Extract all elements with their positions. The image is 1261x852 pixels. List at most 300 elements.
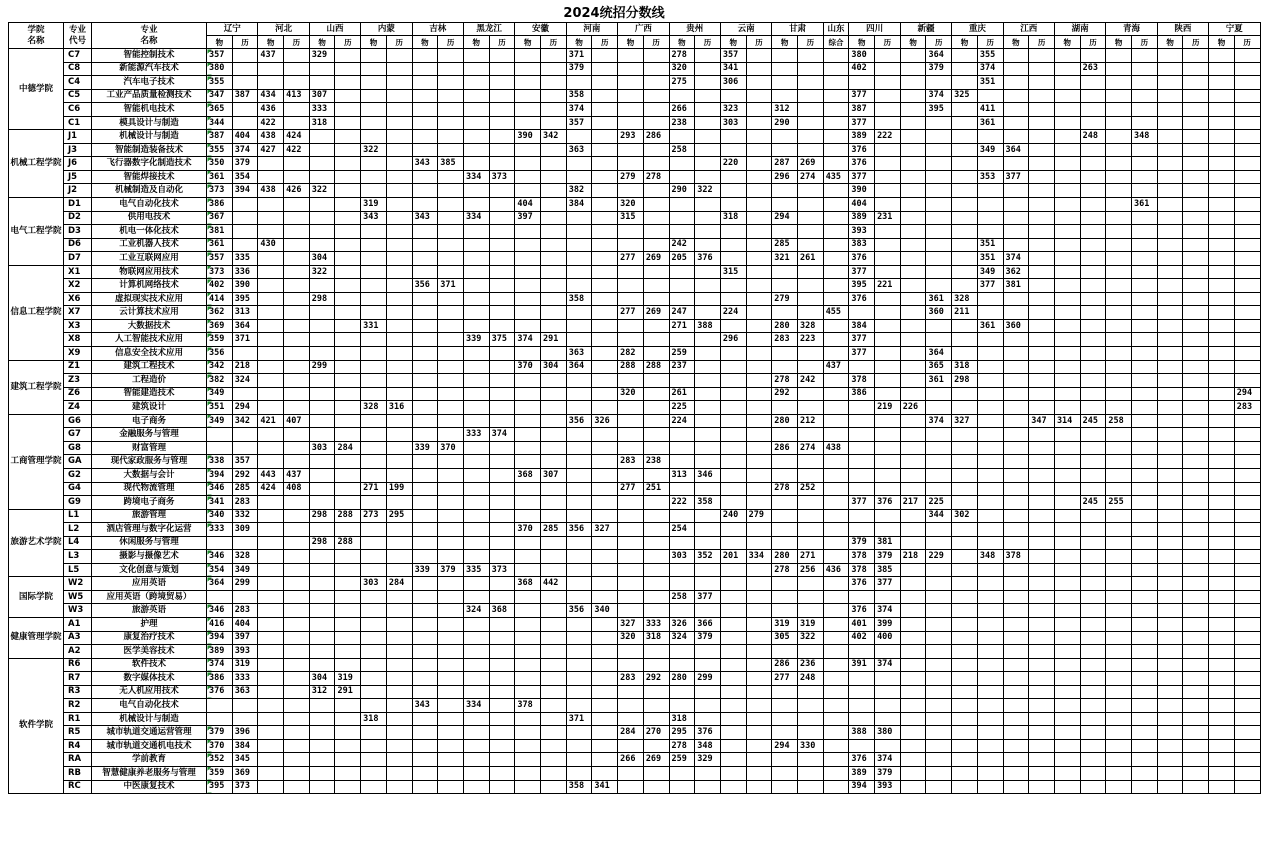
score-cell	[1080, 225, 1106, 239]
score-cell	[489, 739, 515, 753]
college-name: 建筑工程学院	[9, 360, 64, 414]
score-cell	[335, 496, 361, 510]
score-cell: 269	[797, 157, 823, 171]
major-name: 医学美容技术	[92, 645, 207, 659]
score-cell: 324	[669, 631, 695, 645]
score-cell	[1157, 658, 1183, 672]
score-cell: 404	[849, 198, 875, 212]
header-hist: 历	[695, 36, 721, 49]
header-hist: 历	[1183, 36, 1209, 49]
score-cell	[412, 496, 438, 510]
score-cell	[1234, 496, 1260, 510]
score-cell	[720, 658, 746, 672]
score-cell	[720, 319, 746, 333]
score-cell	[1183, 347, 1209, 361]
score-cell: 333	[309, 103, 335, 117]
score-cell: 261	[669, 387, 695, 401]
score-cell	[1132, 306, 1158, 320]
score-cell	[772, 496, 798, 510]
score-cell	[952, 157, 978, 171]
score-cell	[515, 143, 541, 157]
score-cell	[977, 130, 1003, 144]
score-cell: 362	[1003, 265, 1029, 279]
score-cell	[669, 279, 695, 293]
score-cell	[1209, 374, 1235, 388]
score-cell	[1183, 780, 1209, 794]
score-cell	[463, 617, 489, 631]
score-cell	[720, 292, 746, 306]
header-phys: 物	[1054, 36, 1080, 49]
score-cell	[489, 631, 515, 645]
score-cell: 373	[207, 184, 233, 198]
score-cell: 380	[207, 62, 233, 76]
table-row	[9, 103, 1261, 117]
score-cell	[1209, 76, 1235, 90]
score-cell	[1029, 238, 1055, 252]
score-cell	[361, 455, 387, 469]
score-cell	[695, 347, 721, 361]
score-cell	[1029, 468, 1055, 482]
table-row	[9, 577, 1261, 591]
header-row-provinces	[9, 23, 1261, 36]
score-cell	[746, 265, 772, 279]
score-cell	[489, 536, 515, 550]
score-cell: 352	[695, 550, 721, 564]
score-cell	[1054, 89, 1080, 103]
score-cell: 360	[926, 306, 952, 320]
score-cell	[1054, 157, 1080, 171]
score-cell	[977, 590, 1003, 604]
score-cell	[695, 604, 721, 618]
table-row	[9, 157, 1261, 171]
score-cell	[695, 766, 721, 780]
score-cell	[284, 699, 310, 713]
major-code: J3	[64, 143, 92, 157]
score-cell	[1183, 170, 1209, 184]
score-cell: 319	[335, 672, 361, 686]
score-cell	[1080, 441, 1106, 455]
score-cell	[849, 685, 875, 699]
score-cell	[566, 658, 592, 672]
score-cell	[720, 279, 746, 293]
score-cell	[541, 265, 567, 279]
score-cell	[695, 76, 721, 90]
score-cell	[463, 753, 489, 767]
score-cell	[412, 590, 438, 604]
score-cell	[900, 157, 926, 171]
score-cell	[284, 455, 310, 469]
score-cell: 427	[258, 143, 284, 157]
score-cell	[258, 712, 284, 726]
score-cell	[592, 482, 618, 496]
score-cell	[1080, 374, 1106, 388]
score-cell: 390	[515, 130, 541, 144]
score-cell	[541, 699, 567, 713]
score-cell: 218	[232, 360, 258, 374]
major-code: W2	[64, 577, 92, 591]
score-cell	[309, 753, 335, 767]
score-cell	[746, 76, 772, 90]
score-cell: 294	[772, 739, 798, 753]
score-cell: 350	[207, 157, 233, 171]
score-cell	[977, 455, 1003, 469]
score-cell	[515, 157, 541, 171]
score-cell	[1054, 685, 1080, 699]
score-cell	[797, 116, 823, 130]
table-row	[9, 184, 1261, 198]
score-cell	[515, 252, 541, 266]
score-cell	[900, 780, 926, 794]
header-province: 新疆	[900, 23, 951, 36]
score-cell	[1234, 604, 1260, 618]
score-cell	[643, 143, 669, 157]
score-cell: 374	[875, 753, 901, 767]
score-cell	[720, 563, 746, 577]
score-cell	[1003, 780, 1029, 794]
score-cell	[284, 347, 310, 361]
score-cell	[1209, 198, 1235, 212]
score-cell	[258, 387, 284, 401]
score-cell	[643, 509, 669, 523]
score-cell: 284	[335, 441, 361, 455]
score-cell	[386, 238, 412, 252]
score-cell	[977, 374, 1003, 388]
score-cell	[489, 238, 515, 252]
score-cell	[463, 306, 489, 320]
score-cell	[207, 590, 233, 604]
score-cell	[1234, 211, 1260, 225]
score-cell	[1132, 252, 1158, 266]
score-cell	[284, 252, 310, 266]
score-cell	[823, 699, 849, 713]
score-cell	[1029, 590, 1055, 604]
score-cell	[977, 739, 1003, 753]
score-cell	[335, 116, 361, 130]
table-row	[9, 360, 1261, 374]
score-cell	[412, 143, 438, 157]
score-cell	[386, 604, 412, 618]
score-cell	[386, 76, 412, 90]
score-cell	[592, 672, 618, 686]
table-row	[9, 143, 1261, 157]
score-cell	[515, 279, 541, 293]
score-cell: 304	[309, 252, 335, 266]
score-cell	[438, 496, 464, 510]
score-cell: 421	[258, 414, 284, 428]
score-cell	[541, 252, 567, 266]
score-cell	[1209, 766, 1235, 780]
score-cell	[335, 455, 361, 469]
score-cell: 443	[258, 468, 284, 482]
score-cell	[926, 766, 952, 780]
score-cell	[772, 753, 798, 767]
score-cell	[643, 577, 669, 591]
score-cell	[463, 780, 489, 794]
score-cell	[566, 577, 592, 591]
major-code: L5	[64, 563, 92, 577]
score-cell	[1234, 685, 1260, 699]
score-cell	[1054, 658, 1080, 672]
score-cell	[258, 604, 284, 618]
score-cell	[515, 49, 541, 63]
score-cell	[900, 143, 926, 157]
score-cell	[1183, 116, 1209, 130]
score-cell	[1183, 211, 1209, 225]
score-cell	[566, 76, 592, 90]
score-cell	[592, 577, 618, 591]
score-cell	[1106, 49, 1132, 63]
score-cell	[361, 550, 387, 564]
score-cell: 373	[207, 265, 233, 279]
score-cell	[1209, 455, 1235, 469]
score-cell: 365	[926, 360, 952, 374]
score-cell	[695, 157, 721, 171]
score-cell	[849, 414, 875, 428]
score-cell: 397	[232, 631, 258, 645]
score-cell	[695, 62, 721, 76]
score-cell: 436	[823, 563, 849, 577]
score-cell	[1183, 360, 1209, 374]
score-cell: 288	[643, 360, 669, 374]
score-cell	[541, 116, 567, 130]
score-cell	[1080, 116, 1106, 130]
major-name: 现代家政服务与管理	[92, 455, 207, 469]
score-sheet	[8, 6, 1253, 794]
score-cell: 387	[849, 103, 875, 117]
score-cell	[412, 76, 438, 90]
score-cell	[1183, 89, 1209, 103]
score-cell	[797, 265, 823, 279]
score-cell	[592, 306, 618, 320]
major-code: R7	[64, 672, 92, 686]
score-cell	[463, 347, 489, 361]
score-cell: 279	[618, 170, 644, 184]
score-cell	[258, 401, 284, 415]
score-cell	[1029, 672, 1055, 686]
score-cell: 298	[309, 536, 335, 550]
score-cell	[1003, 590, 1029, 604]
score-cell	[1003, 523, 1029, 537]
score-cell	[1054, 130, 1080, 144]
score-cell	[515, 658, 541, 672]
score-cell	[1209, 387, 1235, 401]
score-cell	[669, 170, 695, 184]
score-cell: 356	[566, 414, 592, 428]
score-cell: 402	[207, 279, 233, 293]
score-cell	[746, 441, 772, 455]
score-cell	[952, 401, 978, 415]
score-cell	[797, 387, 823, 401]
header-phys: 物	[669, 36, 695, 49]
score-cell	[746, 699, 772, 713]
score-cell	[1157, 441, 1183, 455]
score-cell	[232, 387, 258, 401]
score-cell	[207, 428, 233, 442]
score-cell: 274	[797, 170, 823, 184]
score-cell	[258, 76, 284, 90]
score-cell	[592, 631, 618, 645]
score-cell	[463, 319, 489, 333]
score-cell	[1157, 170, 1183, 184]
score-cell	[720, 198, 746, 212]
score-cell	[1054, 604, 1080, 618]
score-cell	[643, 238, 669, 252]
score-cell	[489, 712, 515, 726]
score-cell	[1132, 49, 1158, 63]
score-cell	[1209, 631, 1235, 645]
score-cell	[669, 211, 695, 225]
score-cell	[438, 414, 464, 428]
score-cell	[284, 103, 310, 117]
score-cell	[926, 726, 952, 740]
score-cell	[1054, 103, 1080, 117]
score-cell: 280	[669, 672, 695, 686]
score-cell	[386, 536, 412, 550]
major-code: R2	[64, 699, 92, 713]
score-cell: 377	[849, 496, 875, 510]
score-cell: 411	[977, 103, 1003, 117]
score-cell: 360	[1003, 319, 1029, 333]
score-cell: 242	[669, 238, 695, 252]
score-cell	[746, 780, 772, 794]
major-code: Z6	[64, 387, 92, 401]
score-cell	[489, 292, 515, 306]
score-cell	[823, 49, 849, 63]
score-cell	[695, 265, 721, 279]
score-cell	[463, 645, 489, 659]
score-cell	[1003, 198, 1029, 212]
score-cell	[875, 62, 901, 76]
score-cell	[1080, 157, 1106, 171]
score-cell	[412, 753, 438, 767]
score-cell: 248	[1080, 130, 1106, 144]
score-cell	[284, 306, 310, 320]
score-cell	[823, 536, 849, 550]
score-cell	[772, 509, 798, 523]
score-cell	[541, 455, 567, 469]
score-cell	[669, 604, 695, 618]
table-row	[9, 645, 1261, 659]
header-hist: 历	[1080, 36, 1106, 49]
score-cell	[1209, 468, 1235, 482]
score-cell: 393	[849, 225, 875, 239]
score-cell	[977, 536, 1003, 550]
score-cell	[463, 577, 489, 591]
score-cell	[746, 590, 772, 604]
score-cell	[284, 157, 310, 171]
score-cell	[669, 563, 695, 577]
score-cell: 357	[720, 49, 746, 63]
score-cell	[438, 468, 464, 482]
score-cell	[746, 414, 772, 428]
score-cell	[1054, 292, 1080, 306]
score-cell	[823, 157, 849, 171]
score-cell	[309, 631, 335, 645]
score-cell	[386, 157, 412, 171]
score-cell: 380	[849, 49, 875, 63]
score-cell: 269	[643, 753, 669, 767]
score-cell	[952, 699, 978, 713]
score-cell	[309, 455, 335, 469]
score-cell	[1183, 617, 1209, 631]
score-cell	[746, 401, 772, 415]
score-cell	[386, 685, 412, 699]
score-cell	[412, 685, 438, 699]
score-cell	[1157, 428, 1183, 442]
score-cell	[875, 265, 901, 279]
score-cell	[386, 279, 412, 293]
score-cell	[284, 712, 310, 726]
major-code: G4	[64, 482, 92, 496]
score-cell	[1029, 685, 1055, 699]
score-cell	[1157, 116, 1183, 130]
score-cell	[618, 265, 644, 279]
header-province: 陕西	[1157, 23, 1208, 36]
major-code: C6	[64, 103, 92, 117]
table-row	[9, 631, 1261, 645]
major-code: J5	[64, 170, 92, 184]
score-cell	[515, 455, 541, 469]
score-cell	[515, 645, 541, 659]
score-cell: 319	[772, 617, 798, 631]
header-phys: 物	[720, 36, 746, 49]
score-cell: 336	[232, 265, 258, 279]
score-cell: 277	[618, 306, 644, 320]
score-cell: 304	[541, 360, 567, 374]
score-cell	[746, 577, 772, 591]
score-cell	[900, 62, 926, 76]
score-cell: 201	[720, 550, 746, 564]
major-name: 跨境电子商务	[92, 496, 207, 510]
score-cell	[952, 753, 978, 767]
score-cell	[489, 306, 515, 320]
score-cell: 413	[284, 89, 310, 103]
score-cell: 364	[566, 360, 592, 374]
score-cell	[1132, 645, 1158, 659]
header-province: 河北	[258, 23, 309, 36]
score-cell	[566, 496, 592, 510]
header-province: 贵州	[669, 23, 720, 36]
score-cell	[335, 157, 361, 171]
score-cell	[669, 455, 695, 469]
header-province: 四川	[849, 23, 900, 36]
score-cell	[515, 685, 541, 699]
score-cell: 376	[849, 252, 875, 266]
score-cell	[1003, 116, 1029, 130]
score-cell: 285	[232, 482, 258, 496]
score-cell	[1132, 184, 1158, 198]
score-cell	[1054, 455, 1080, 469]
score-cell	[1132, 658, 1158, 672]
table-row	[9, 550, 1261, 564]
score-cell	[772, 726, 798, 740]
major-code: C4	[64, 76, 92, 90]
score-cell	[284, 590, 310, 604]
score-cell	[463, 414, 489, 428]
score-cell	[309, 62, 335, 76]
score-cell	[489, 279, 515, 293]
score-cell	[1157, 631, 1183, 645]
score-cell	[1106, 238, 1132, 252]
score-cell	[643, 658, 669, 672]
score-cell	[1157, 76, 1183, 90]
score-cell: 390	[849, 184, 875, 198]
score-cell	[1080, 550, 1106, 564]
score-cell	[1054, 143, 1080, 157]
score-cell	[386, 306, 412, 320]
score-cell	[541, 374, 567, 388]
major-name: 应用英语（跨境贸易）	[92, 590, 207, 604]
